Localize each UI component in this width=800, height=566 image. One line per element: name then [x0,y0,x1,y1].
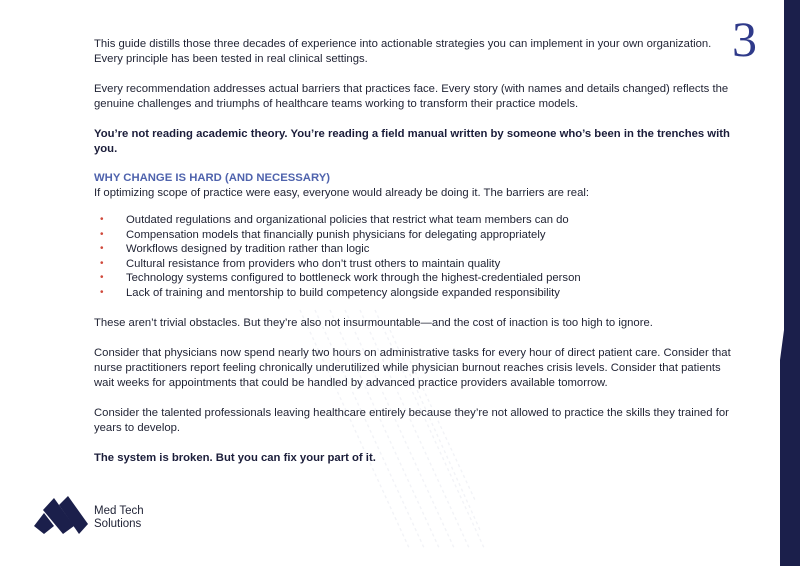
consider-paragraph-1: Consider that physicians now spend nearly two hours on administrative tasks for every hour of direct patient care. Consider that nurse practitioners report feeling chronically underutilized while physician burnout reaches crisis levels. Consider that patients wait weeks for appointments that could be handled by advanced practice providers available tomorrow. [94,346,731,389]
bullet-icon: • [100,243,104,255]
list-item-text: Compensation models that financially punish physicians for delegating appropriately [126,228,546,241]
list-item [100,286,734,301]
bullet-icon: • [100,272,104,284]
field-manual-statement: You’re not reading academic theory. You’re reading a field manual written by someone who’s been in the trenches with you. [94,128,730,155]
logo-wordmark [94,505,144,530]
list-item [100,242,734,257]
list-item-text: Technology systems configured to bottleneck work through the highest-credentialed person [126,272,581,285]
main-content [94,37,734,466]
consider-paragraph-2: Consider the talented professionals leaving healthcare entirely because they’re not allowed to practice the skills they trained for years to develop. [94,406,729,434]
list-item-text: Cultural resistance from providers who don’t trust others to maintain quality [126,257,501,270]
bullet-icon: • [100,286,104,298]
bullet-icon: • [100,228,104,240]
closing-statement: The system is broken. But you can fix your part of it. [94,451,376,464]
list-item [100,228,734,243]
section-heading: WHY CHANGE IS HARD (AND NECESSARY) [94,172,330,184]
page-number: 3 [732,11,757,67]
logo-line-2: Solutions [94,517,142,530]
intro-paragraph: This guide distills those three decades of experience into actionable strategies you can implement in your own organization. Every principle has been tested in real clinical settings. [94,38,712,65]
obstacles-paragraph: These aren’t trivial obstacles. But they’re also not insurmountable—and the cost of inaction is too high to ignore. [94,316,653,329]
bullet-icon: • [100,214,104,225]
section-intro: If optimizing scope of practice were easy, everyone would already be doing it. The barriers are real: [94,187,590,199]
list-item-text: Workflows designed by tradition rather than logic [126,243,370,256]
navy-side-band [780,0,800,566]
list-item [100,213,734,228]
list-item [100,271,734,286]
list-item-text: Outdated regulations and organizational policies that restrict what team members can do [126,214,569,226]
company-logo [34,496,214,536]
barriers-list [94,213,734,301]
bullet-icon: • [100,257,104,269]
recommendation-paragraph: Every recommendation addresses actual barriers that practices face. Every story (with names and details changed) reflects the genuine challenges and triumphs of healthcare teams working to transform their practice models. [94,83,729,110]
logo-mark-icon [34,496,90,534]
list-item-text: Lack of training and mentorship to build competency alongside expanded responsibility [126,286,560,299]
list-item [100,257,734,272]
logo-line-1: Med Tech [94,505,144,517]
